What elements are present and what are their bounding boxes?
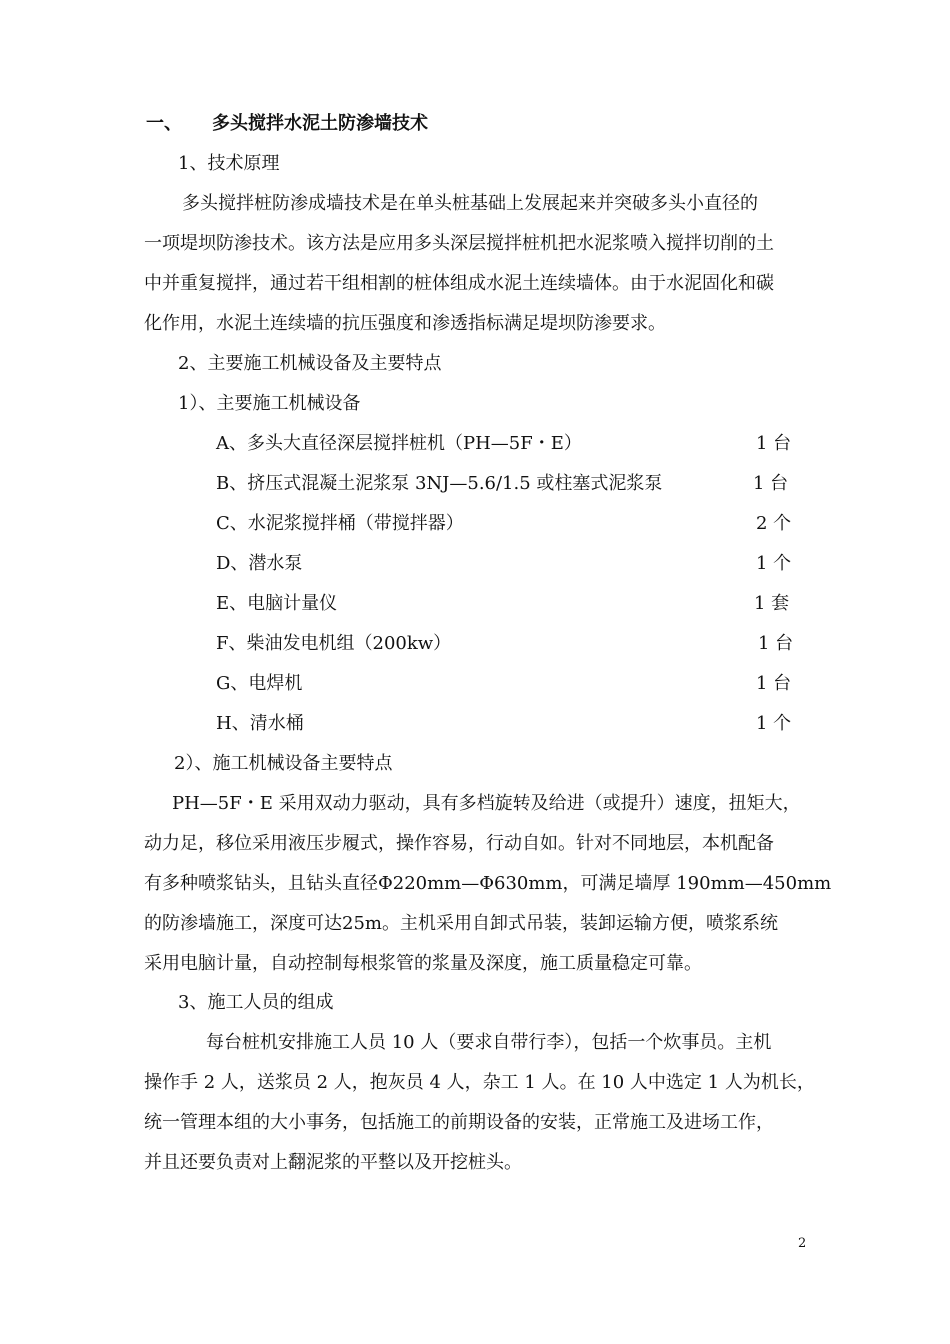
equipment-name: E、电脑计量仪 <box>216 593 338 614</box>
equipment-qty: 1 台 <box>753 473 789 494</box>
equipment-qty: 1 个 <box>756 713 792 734</box>
equipment-qty: 1 台 <box>756 673 792 694</box>
equipment-name: A、多头大直径深层搅拌桩机（PH—5F・E） <box>216 433 582 454</box>
equipment-qty: 2 个 <box>756 513 792 534</box>
equipment-item <box>216 672 791 696</box>
section-title: 多头搅拌水泥土防渗墙技术 <box>212 113 428 134</box>
equipment-item <box>216 592 791 616</box>
paragraph-line: 动力足，移位采用液压步履式，操作容易，行动自如。针对不同地层，本机配备 <box>144 833 774 854</box>
subheading-2: 2、主要施工机械设备及主要特点 <box>178 353 442 374</box>
equipment-item <box>216 472 791 496</box>
paragraph-line: 操作手 2 人，送浆员 2 人，抱灰员 4 人，杂工 1 人。在 10 人中选定 1 人为机长， <box>144 1072 815 1093</box>
subheading-3: 3、施工人员的组成 <box>178 992 334 1013</box>
equipment-qty: 1 个 <box>756 553 792 574</box>
paragraph-line: 统一管理本组的大小事务，包括施工的前期设备的安装，正常施工及进场工作， <box>144 1112 774 1133</box>
paragraph-line: 中并重复搅拌，通过若干组相割的桩体组成水泥土连续墙体。由于水泥固化和碳 <box>144 273 774 294</box>
paragraph-line: 并且还要负责对上翻泥浆的平整以及开挖桩头。 <box>144 1152 522 1173</box>
equipment-item <box>216 712 791 736</box>
paragraph-line: 有多种喷浆钻头，且钻头直径Φ220mm—Φ630mm，可满足墙厚 190mm—450mm <box>144 873 832 894</box>
paragraph-line: 的防渗墙施工，深度可达25m。主机采用自卸式吊装，装卸运输方便，喷浆系统 <box>144 913 778 934</box>
equipment-name: F、柴油发电机组（200kw） <box>216 633 452 654</box>
subheading-1: 1、技术原理 <box>178 153 280 174</box>
equipment-name: H、清水桶 <box>216 713 304 734</box>
equipment-qty: 1 套 <box>754 593 790 614</box>
equipment-heading: 1）、主要施工机械设备 <box>178 393 361 414</box>
equipment-qty: 1 台 <box>756 433 792 454</box>
paragraph-line: 多头搅拌桩防渗成墙技术是在单头桩基础上发展起来并突破多头小直径的 <box>182 193 758 214</box>
equipment-name: C、水泥浆搅拌桶（带搅拌器） <box>216 513 464 534</box>
paragraph-line: 每台桩机安排施工人员 10 人（要求自带行李），包括一个炊事员。主机 <box>206 1032 772 1053</box>
equipment-item <box>216 632 794 656</box>
equipment-qty: 1 台 <box>758 633 794 654</box>
section-number: 一、 <box>146 113 182 134</box>
equipment-item <box>216 432 791 456</box>
page-number: 2 <box>798 1236 807 1251</box>
paragraph-line: 采用电脑计量，自动控制每根浆管的浆量及深度，施工质量稳定可靠。 <box>144 953 702 974</box>
paragraph-line: 化作用，水泥土连续墙的抗压强度和渗透指标满足堤坝防渗要求。 <box>144 313 666 334</box>
equipment-name: B、挤压式混凝土泥浆泵 3NJ—5.6/1.5 或柱塞式泥浆泵 <box>216 473 663 494</box>
equipment-name: D、潜水泵 <box>216 553 303 574</box>
features-heading: 2）、施工机械设备主要特点 <box>174 753 393 774</box>
equipment-item <box>216 552 791 576</box>
paragraph-line: PH—5F・E 采用双动力驱动，具有多档旋转及给进（或提升）速度，扭矩大， <box>172 793 801 814</box>
paragraph-line: 一项堤坝防渗技术。该方法是应用多头深层搅拌桩机把水泥浆喷入搅拌切削的土 <box>144 233 774 254</box>
equipment-name: G、电焊机 <box>216 673 303 694</box>
section-heading <box>146 112 428 136</box>
equipment-item <box>216 512 791 536</box>
